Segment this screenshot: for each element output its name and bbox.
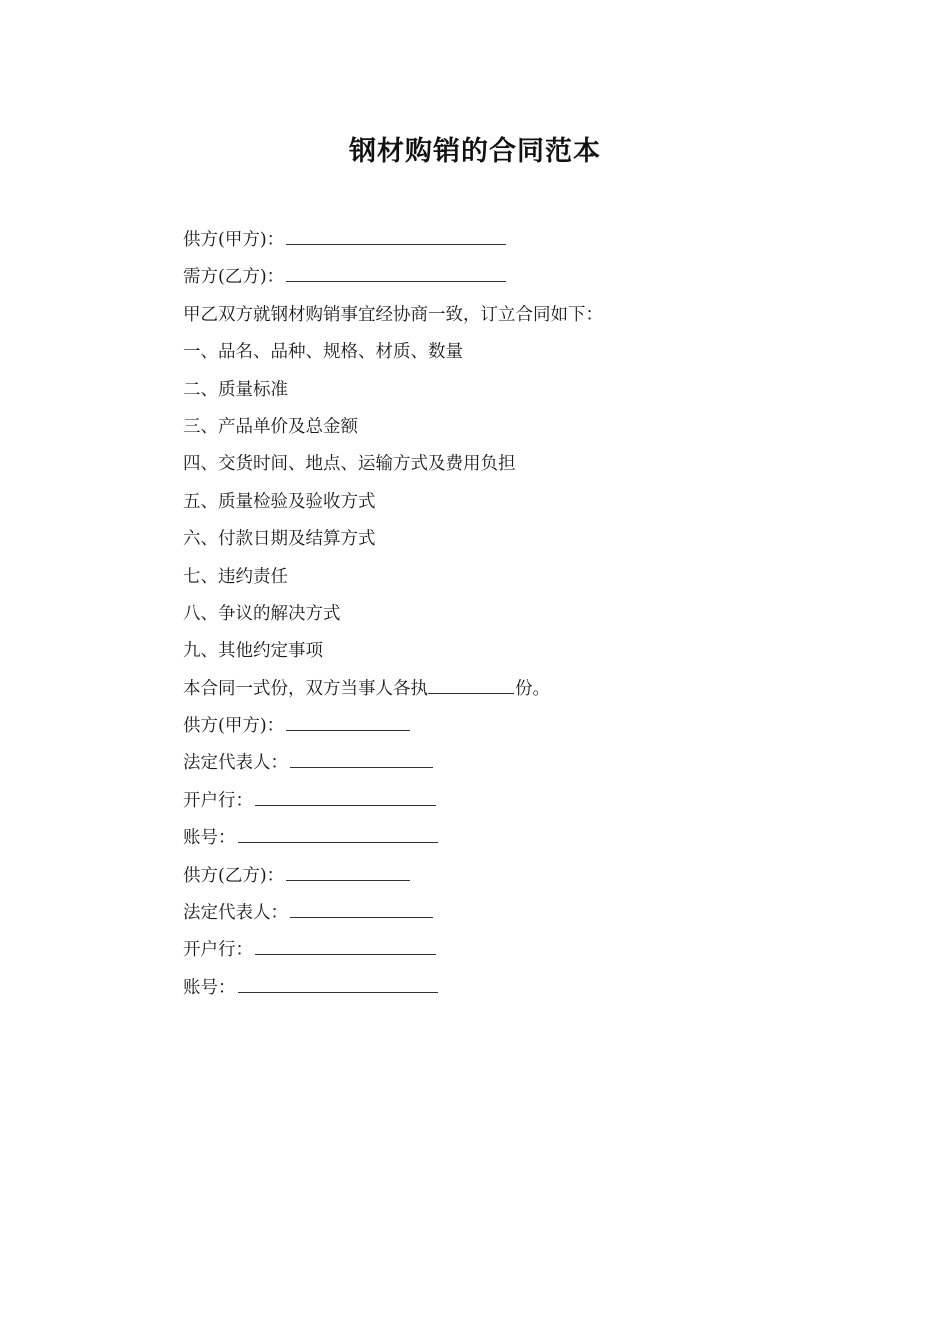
party-b-blank bbox=[286, 862, 410, 881]
party-b-account-label: 账号： bbox=[183, 977, 236, 998]
intro-text: 甲乙双方就钢材购销事宜经协商一致，订立合同如下： bbox=[183, 304, 603, 325]
clause-item: 一、品名、品种、规格、材质、数量 bbox=[183, 342, 463, 363]
party-a-rep-line bbox=[183, 745, 783, 782]
clause-item: 七、违约责任 bbox=[183, 566, 288, 587]
party-b-bank-label: 开户行： bbox=[183, 940, 253, 961]
clause-item: 八、争议的解决方式 bbox=[183, 603, 341, 624]
buyer-label: 需方(乙方)： bbox=[183, 267, 285, 288]
copies-line bbox=[183, 671, 783, 708]
supplier-line bbox=[183, 222, 783, 259]
supplier-blank bbox=[286, 226, 506, 245]
party-a-bank-blank bbox=[255, 787, 436, 806]
buyer-line bbox=[183, 259, 783, 296]
party-b-account-line bbox=[183, 970, 783, 1007]
clause-item: 六、付款日期及结算方式 bbox=[183, 529, 376, 550]
party-b-account-blank bbox=[238, 974, 438, 993]
party-a-rep-blank bbox=[290, 749, 433, 768]
party-b-line bbox=[183, 858, 783, 895]
party-a-label: 供方(甲方)： bbox=[183, 716, 285, 737]
copies-blank bbox=[428, 675, 514, 694]
clause-item: 二、质量标准 bbox=[183, 379, 288, 400]
party-b-bank-blank bbox=[255, 936, 436, 955]
party-a-blank bbox=[286, 712, 410, 731]
party-a-rep-label: 法定代表人： bbox=[183, 753, 288, 774]
party-a-line bbox=[183, 708, 783, 745]
party-b-label: 供方(乙方)： bbox=[183, 865, 285, 886]
clause-item: 三、产品单价及总金额 bbox=[183, 416, 358, 437]
party-b-rep-label: 法定代表人： bbox=[183, 903, 288, 924]
party-b-rep-blank bbox=[290, 899, 433, 918]
party-a-bank-line bbox=[183, 783, 783, 820]
clause-item: 五、质量检验及验收方式 bbox=[183, 491, 376, 512]
buyer-blank bbox=[286, 263, 506, 282]
party-a-account-blank bbox=[238, 824, 438, 843]
copies-prefix: 本合同一式份，双方当事人各执 bbox=[183, 678, 428, 699]
contract-body bbox=[183, 222, 783, 1007]
party-a-bank-label: 开户行： bbox=[183, 790, 253, 811]
clause-item: 九、其他约定事项 bbox=[183, 641, 323, 662]
clause-item: 四、交货时间、地点、运输方式及费用负担 bbox=[183, 454, 516, 475]
supplier-label: 供方(甲方)： bbox=[183, 230, 285, 250]
page-title: 钢材购销的合同范本 bbox=[349, 136, 601, 167]
party-b-bank-line bbox=[183, 932, 783, 969]
party-a-account-line bbox=[183, 820, 783, 857]
party-a-account-label: 账号： bbox=[183, 828, 236, 849]
party-b-rep-line bbox=[183, 895, 783, 932]
copies-suffix: 份。 bbox=[515, 678, 550, 699]
